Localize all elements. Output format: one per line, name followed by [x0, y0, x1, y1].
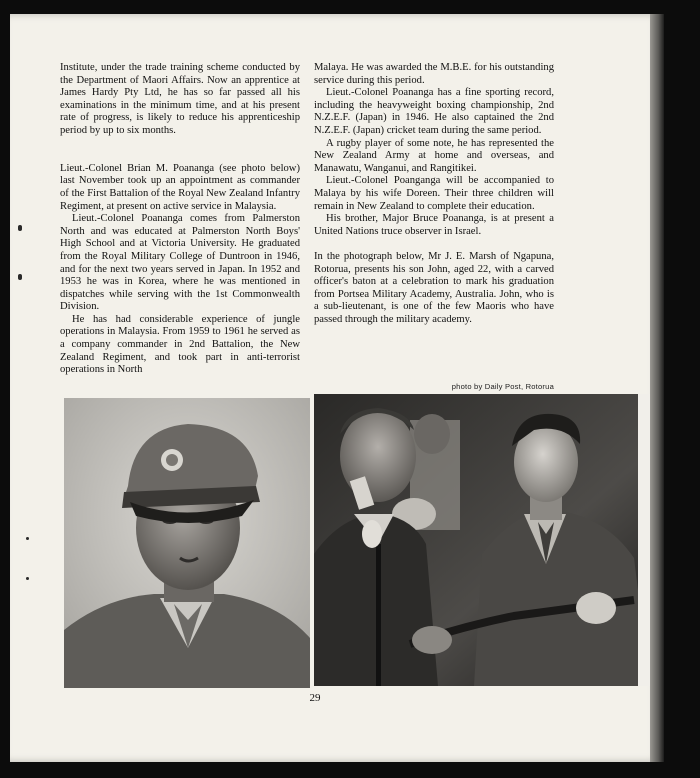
page-number: 29 [309, 692, 321, 704]
page-spine-edge [650, 14, 664, 762]
paragraph: Lieut.-Colonel Poananga has a fine sporting record, including the heavyweight boxing championship, 2nd N.Z.E.F. (Japan) in 1946. He also captained the 2nd N.Z.E.F. (Japan) cricket team during the same period. [314, 87, 554, 136]
baton-presentation-photo [314, 394, 650, 686]
binding-mark [18, 274, 22, 280]
paragraph: His brother, Major Bruce Poananga, is at present a United Nations truce observer in Israel. [314, 213, 554, 237]
paragraph: Institute, under the trade training scheme conducted by the Department of Maori Affairs. Now an apprentice at James Hardy Pty Ltd, he has so far passed all his examinations in the minimum time, and at his present rate of progress, is likely to reduce his apprenticeship period by up to six months. [60, 62, 300, 136]
paragraph: In the photograph below, Mr J. E. Marsh of Ngapuna, Rotorua, presents his son John, aged 22, with a carved officer's baton at a celebration to mark his graduation from Portsea Military Academy, Australia. John, who is a sub-lieutenant, is one of the few Maoris who have passed through the military academy. [314, 250, 554, 325]
paragraph: He has had considerable experience of jungle operations in Malaysia. From 1959 to 1961 he served as a company commander in 2nd Battalion, the New Zealand Regiment, and took part in anti-terrorist operations in North [60, 313, 300, 376]
paragraph: A rugby player of some note, he has represented the New Zealand Army at home and overseas, and Manawatu, Wanganui, and Rangitikei. [314, 137, 554, 174]
paragraph: Lieut.-Colonel Poanganga will be accompanied to Malaya by his wife Doreen. Their three children will remain in New Zealand to complete their education. [314, 175, 554, 212]
photo-credit: photo by Daily Post, Rotorua [451, 382, 554, 391]
binding-mark [26, 577, 29, 580]
paragraph: Lieut.-Colonel Poananga comes from Palmerston North and was educated at Palmerston North Boys' High School and at Victoria University. He graduated from the Royal Military College of Duntroon in 1946, and for the next two years served in Japan. In 1952 and 1953 he was in Korea, where he was mentioned in dispatches while serving with the 1st Commonwealth Division. [60, 213, 300, 313]
binding-mark [26, 537, 29, 540]
officer-portrait-photo [64, 398, 310, 688]
left-text-column [60, 62, 300, 377]
paragraph: Lieut.-Colonel Brian M. Poananga (see photo below) last November took up an appointment as commander of the First Battalion of the Royal New Zealand Infantry Regiment, at present on active service in Malaysia. [60, 162, 300, 212]
paragraph: Malaya. He was awarded the M.B.E. for his outstanding service during this period. [314, 62, 554, 86]
binding-mark [18, 225, 22, 231]
right-text-column [314, 62, 554, 326]
